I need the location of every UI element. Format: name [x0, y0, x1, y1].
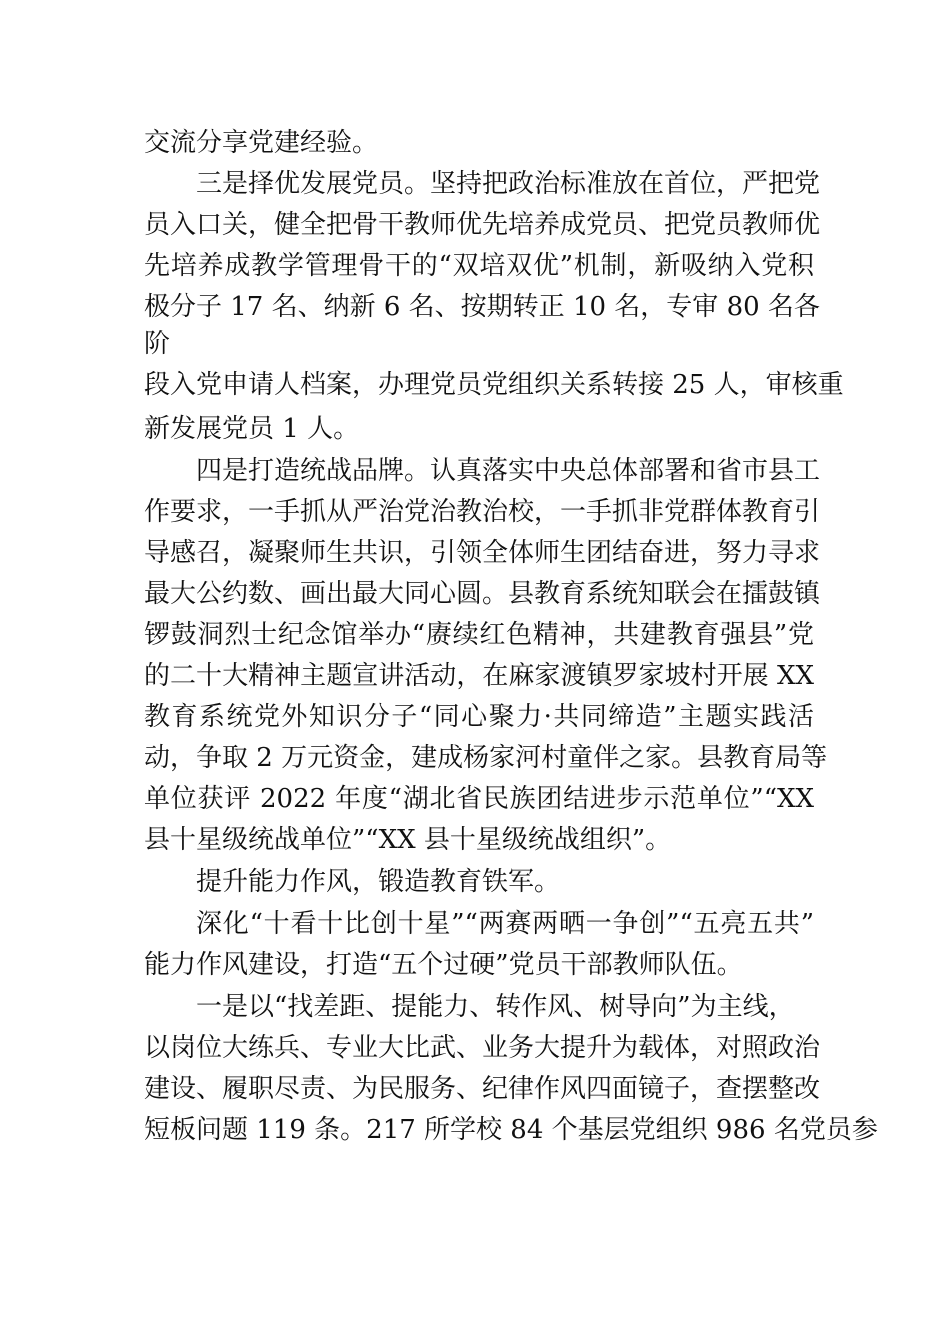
paragraph-start-line: 三是择优发展党员。坚持把政治标准放在首位，严把党	[196, 169, 821, 199]
paragraph-start-line: 深化“十看十比创十星”“两赛两晒一争创”“五亮五共”	[196, 909, 814, 939]
text-line: 员入口关，健全把骨干教师优先培养成党员、把党员教师优	[144, 210, 821, 240]
text-line: 教育系统党外知识分子“同心聚力·共同缔造”主题实践活	[144, 702, 814, 732]
text-line: 极分子 17 名、纳新 6 名、按期转正 10 名，专审 80 名各	[144, 292, 820, 322]
text-line: 短板问题 119 条。217 所学校 84 个基层党组织 986 名党员参	[144, 1115, 878, 1145]
text-line: 先培养成教学管理骨干的“双培双优”机制，新吸纳入党积	[144, 251, 814, 281]
paragraph-start-line: 一是以“找差距、提能力、转作风、树导向”为主线，	[196, 992, 795, 1022]
text-line: 交流分享党建经验。	[144, 128, 379, 158]
text-line: 能力作风建设，打造“五个过硬”党员干部教师队伍。	[144, 950, 743, 980]
text-line: 段入党申请人档案，办理党员党组织关系转接 25 人，审核重	[144, 370, 844, 400]
paragraph-start-line: 四是打造统战品牌。认真落实中央总体部署和省市县工	[196, 456, 821, 486]
text-line: 建设、履职尽责、为民服务、纪律作风四面镜子，查摆整改	[144, 1074, 821, 1104]
text-line: 锣鼓洞烈士纪念馆举办“赓续红色精神，共建教育强县”党	[144, 620, 814, 650]
text-line: 作要求，一手抓从严治党治教治校，一手抓非党群体教育引	[144, 497, 821, 527]
text-line: 单位获评 2022 年度“湖北省民族团结进步示范单位”“XX	[144, 784, 814, 814]
text-line: 导感召，凝聚师生共识，引领全体师生团结奋进，努力寻求	[144, 538, 821, 568]
text-line: 动，争取 2 万元资金，建成杨家河村童伴之家。县教育局等	[144, 743, 828, 773]
text-line: 阶	[144, 329, 171, 359]
text-line: 县十星级统战单位”“XX 县十星级统战组织”。	[144, 825, 672, 855]
text-line: 最大公约数、画出最大同心圆。县教育系统知联会在擂鼓镇	[144, 579, 821, 609]
text-line: 的二十大精神主题宣讲活动，在麻家渡镇罗家坡村开展 XX	[144, 661, 814, 691]
text-line: 新发展党员 1 人。	[144, 414, 360, 444]
section-heading: 提升能力作风，锻造教育铁军。	[196, 867, 561, 897]
text-line: 以岗位大练兵、专业大比武、业务大提升为载体，对照政治	[144, 1033, 821, 1063]
